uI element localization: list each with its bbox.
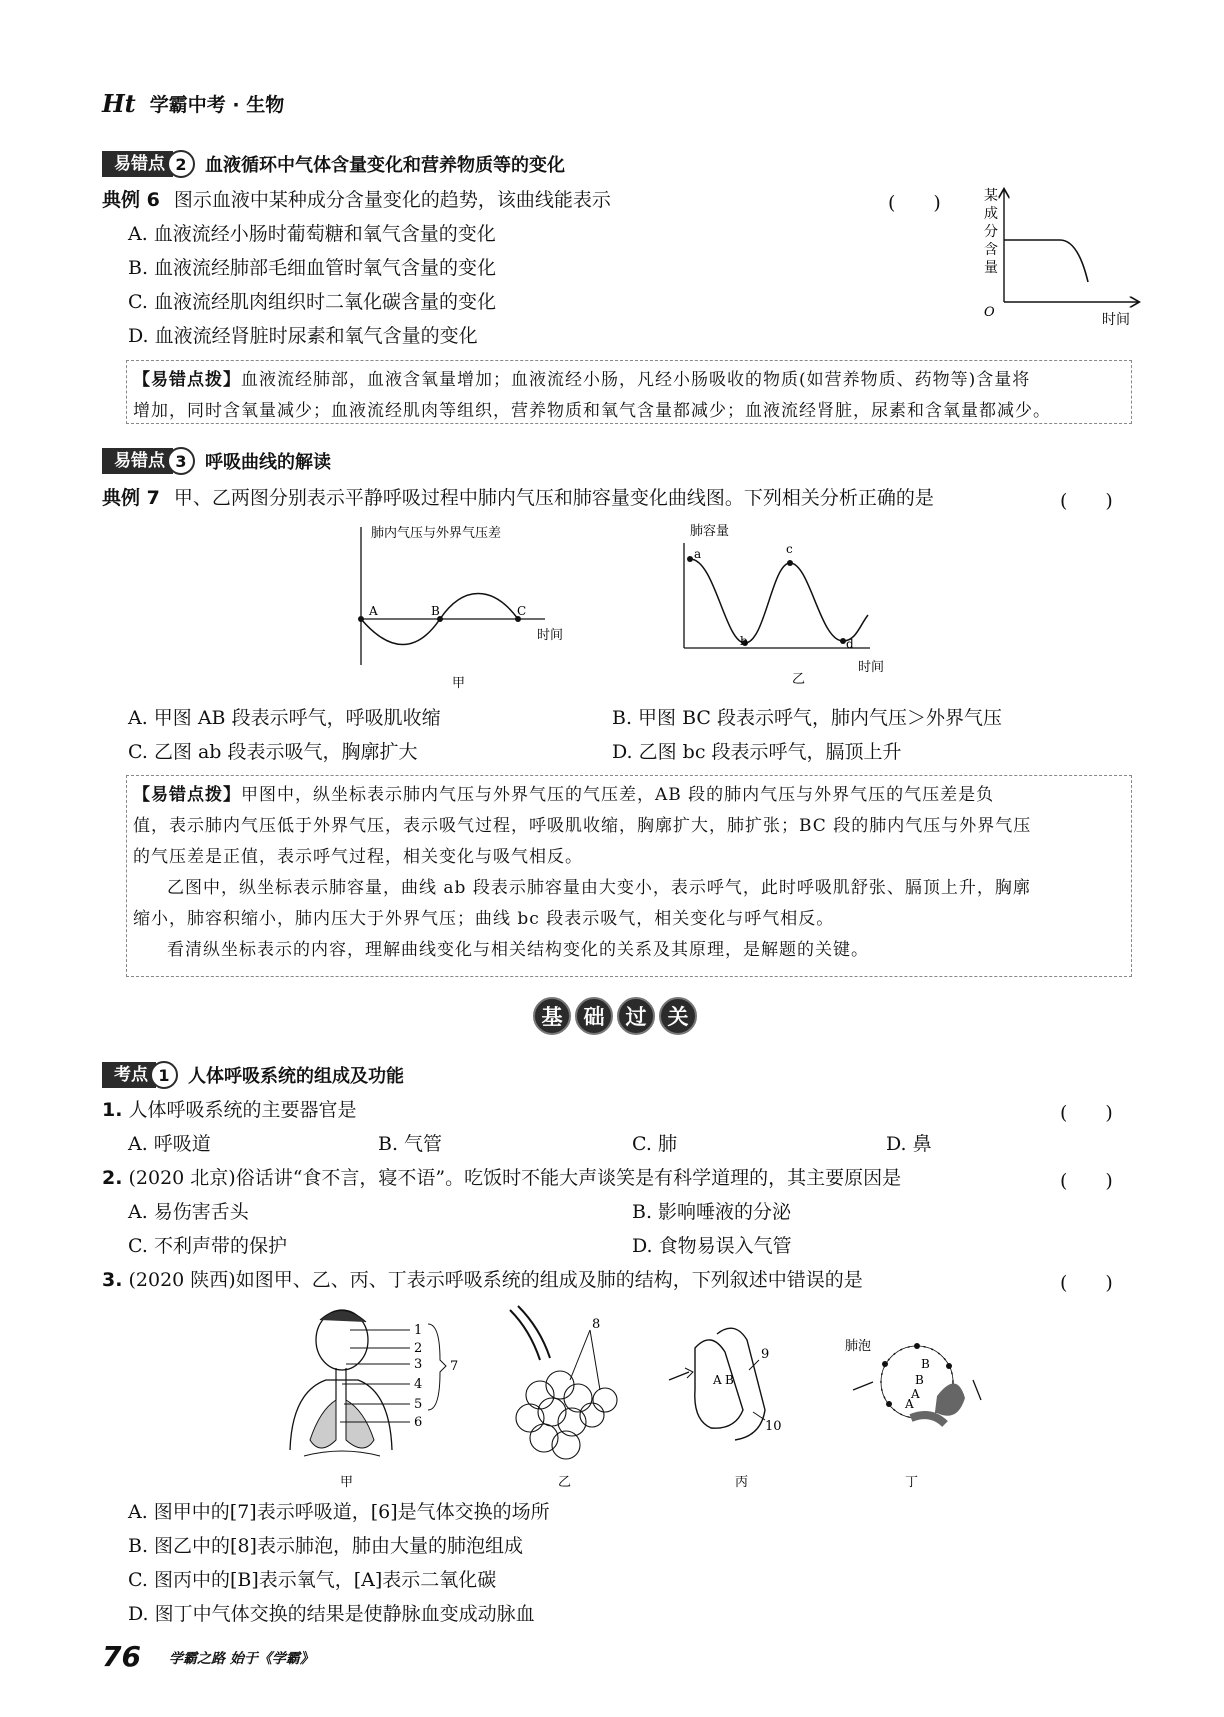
answer-paren: ( ): [1060, 1170, 1113, 1192]
banner-char: 础: [575, 997, 613, 1035]
question-text: (2020 北京)俗话讲“食不言，寝不语”。吃饭时不能大声谈笑是有科学道理的，其主要原因是: [128, 1167, 902, 1189]
tip-text: 缩小，肺容积缩小，肺内压大于外界气压；曲线 bc 段表示吸气，相关变化与呼气相反。: [133, 909, 835, 929]
tip-box-2: [126, 775, 1132, 977]
caption-jia: 甲: [452, 676, 466, 690]
label-b: B: [921, 1357, 930, 1371]
label-2: 2: [414, 1341, 423, 1356]
figure-jia-respiratory-system: [280, 1300, 470, 1490]
option-b: B. 影响唾液的分泌: [632, 1201, 792, 1223]
example-label: 典例 6: [102, 189, 160, 211]
option-d: D. 图丁中气体交换的结果是使静脉血变成动脉血: [128, 1603, 535, 1625]
tip-text: 值，表示肺内气压低于外界气压，表示吸气过程，呼吸肌收缩，胸廓扩大，肺扩张；BC 段的肺内气压与外界气压: [133, 816, 1032, 836]
option-c: C. 不利声带的保护: [128, 1235, 287, 1257]
option-d: D. 乙图 bc 段表示呼气，膈顶上升: [612, 741, 902, 763]
point-b: b: [740, 634, 748, 648]
section-title: 人体呼吸系统的组成及功能: [188, 1066, 404, 1087]
label-10: 10: [765, 1419, 782, 1434]
option-a: A. 甲图 AB 段表示呼气，呼吸肌收缩: [128, 707, 441, 729]
label-a: A: [911, 1387, 920, 1401]
x-axis-label: 时间: [1102, 312, 1130, 328]
point-d: d: [846, 637, 854, 651]
question-text: 甲、乙两图分别表示平静呼吸过程中肺内气压和肺容量变化曲线图。下列相关分析正确的是: [173, 487, 934, 509]
answer-paren: ( ): [888, 192, 941, 214]
content-curve-graph: [970, 182, 1145, 330]
example-label: 典例 7: [102, 487, 160, 509]
caption-yi: 乙: [792, 672, 806, 685]
tip-text: 增加，同时含氧量减少；血液流经肌肉等组织，营养物质和氧气含量都减少；血液流经肾脏，尿素和含氧量都减少。: [133, 401, 1051, 421]
question-text: 人体呼吸系统的主要器官是: [128, 1099, 357, 1121]
example-6-question: [102, 188, 611, 212]
question-text: (2020 陕西)如图甲、乙、丙、丁表示呼吸系统的组成及肺的结构，下列叙述中错误的是: [128, 1269, 863, 1291]
question-number: 2.: [102, 1167, 123, 1189]
section-banner: [533, 997, 697, 1035]
section-title: 血液循环中气体含量变化和营养物质等的变化: [205, 155, 565, 176]
y-axis-label: 肺容量: [690, 524, 730, 539]
caption-yi: 乙: [558, 1475, 572, 1490]
answer-paren: ( ): [1060, 1102, 1113, 1124]
banner-char: 基: [533, 997, 571, 1035]
question-text: 图示血液中某种成分含量变化的趋势，该曲线能表示: [173, 189, 611, 211]
option-b: B. 气管: [378, 1133, 443, 1155]
figure-bing-gas-exchange: [665, 1300, 815, 1490]
label-alveolus: 肺泡: [845, 1339, 872, 1354]
option-c: C. 乙图 ab 段表示吸气，胸廓扩大: [128, 741, 418, 763]
footer-slogan: 学霸之路 始于《学霸》: [168, 1651, 314, 1667]
label-4: 4: [414, 1377, 423, 1392]
answer-paren: ( ): [1060, 1272, 1113, 1294]
label-5: 5: [414, 1397, 423, 1412]
tip-text: 乙图中，纵坐标表示肺容量，曲线 ab 段表示肺容量由大变小，表示呼气，此时呼吸肌舒张、膈顶上升，胸廓: [167, 878, 1031, 898]
page-number: 76: [102, 1640, 141, 1673]
label-9: 9: [761, 1347, 770, 1362]
figure-ding-alveolus: [845, 1300, 1005, 1490]
option-a: A. 图甲中的[7]表示呼吸道，[6]是气体交换的场所: [128, 1501, 550, 1523]
section-title: 呼吸曲线的解读: [205, 452, 331, 473]
option-b: B. 血液流经肺部毛细血管时氧气含量的变化: [128, 257, 497, 279]
logo-icon: Ht: [102, 88, 136, 118]
tag-label: 易错点: [102, 448, 173, 474]
tag-label: 易错点: [102, 151, 173, 177]
origin-label: O: [984, 305, 995, 320]
answer-paren: ( ): [1060, 490, 1113, 512]
label-a: A: [905, 1397, 914, 1411]
question-3: [102, 1268, 863, 1292]
banner-char: 关: [659, 997, 697, 1035]
caption-bing: 丙: [735, 1475, 749, 1490]
tag-label: 考点: [102, 1062, 156, 1088]
option-a: A. 血液流经小肠时葡萄糖和氧气含量的变化: [128, 223, 496, 245]
caption-jia: 甲: [340, 1475, 354, 1490]
figure-yi-alveoli: [500, 1300, 630, 1490]
option-c: C. 肺: [632, 1133, 677, 1155]
option-a: A. 呼吸道: [128, 1133, 211, 1155]
label-a: A: [713, 1373, 722, 1387]
point-c: c: [786, 542, 793, 556]
tag-number: 2: [167, 150, 195, 178]
y-axis-label: 肺内气压与外界气压差: [371, 526, 502, 541]
y-axis-label: 某成分含量: [984, 188, 998, 276]
option-a: A. 易伤害舌头: [128, 1201, 249, 1223]
header-title: 学霸中考 · 生物: [149, 93, 285, 116]
section-tag-2: [102, 151, 565, 177]
point-b: B: [431, 604, 440, 618]
label-6: 6: [414, 1415, 423, 1430]
label-3: 3: [414, 1357, 423, 1372]
example-7-question: [102, 486, 934, 510]
question-1: [102, 1098, 357, 1122]
label-7: 7: [450, 1359, 459, 1374]
point-a: a: [694, 547, 702, 561]
label-1: 1: [414, 1323, 423, 1338]
section-tag-3: [102, 448, 331, 474]
label-8: 8: [592, 1317, 601, 1332]
volume-graph-yi: [670, 515, 915, 685]
option-c: C. 血液流经肌肉组织时二氧化碳含量的变化: [128, 291, 496, 313]
question-number: 1.: [102, 1099, 123, 1121]
tag-number: 3: [167, 447, 195, 475]
option-d: D. 血液流经肾脏时尿素和氧气含量的变化: [128, 325, 478, 347]
tip-text: 的气压差是正值，表示呼气过程，相关变化与吸气相反。: [133, 847, 583, 867]
option-c: C. 图丙中的[B]表示氧气，[A]表示二氧化碳: [128, 1569, 497, 1591]
header: [102, 88, 284, 118]
tag-number: 1: [150, 1061, 178, 1089]
option-b: B. 图乙中的[8]表示肺泡，肺由大量的肺泡组成: [128, 1535, 523, 1557]
option-d: D. 鼻: [886, 1133, 932, 1155]
tip-text: 血液流经肺部，血液含氧量增加；血液流经小肠，凡经小肠吸收的物质(如营养物质、药物等)含量将: [241, 370, 1031, 390]
footer: [102, 1640, 314, 1673]
option-b: B. 甲图 BC 段表示呼气，肺内气压＞外界气压: [612, 707, 1002, 729]
banner-char: 过: [617, 997, 655, 1035]
label-b: B: [915, 1373, 924, 1387]
section-tag-kaodian-1: [102, 1062, 404, 1088]
tip-box-1: [126, 360, 1132, 424]
label-b: B: [725, 1373, 734, 1387]
tip-text: 看清纵坐标表示的内容，理解曲线变化与相关结构变化的关系及其原理，是解题的关键。: [167, 940, 869, 960]
point-c: C: [517, 604, 527, 618]
point-a: A: [369, 604, 378, 618]
tip-label: 【易错点拨】: [133, 785, 241, 805]
x-axis-label: 时间: [537, 628, 564, 643]
pressure-graph-jia: [345, 515, 575, 690]
tip-text: 甲图中，纵坐标表示肺内气压与外界气压的气压差，AB 段的肺内气压与外界气压的气压差是负: [241, 785, 995, 805]
question-2: [102, 1166, 901, 1190]
tip-label: 【易错点拨】: [133, 370, 241, 390]
question-number: 3.: [102, 1269, 123, 1291]
option-d: D. 食物易误入气管: [632, 1235, 792, 1257]
x-axis-label: 时间: [858, 660, 885, 675]
caption-ding: 丁: [905, 1475, 919, 1490]
